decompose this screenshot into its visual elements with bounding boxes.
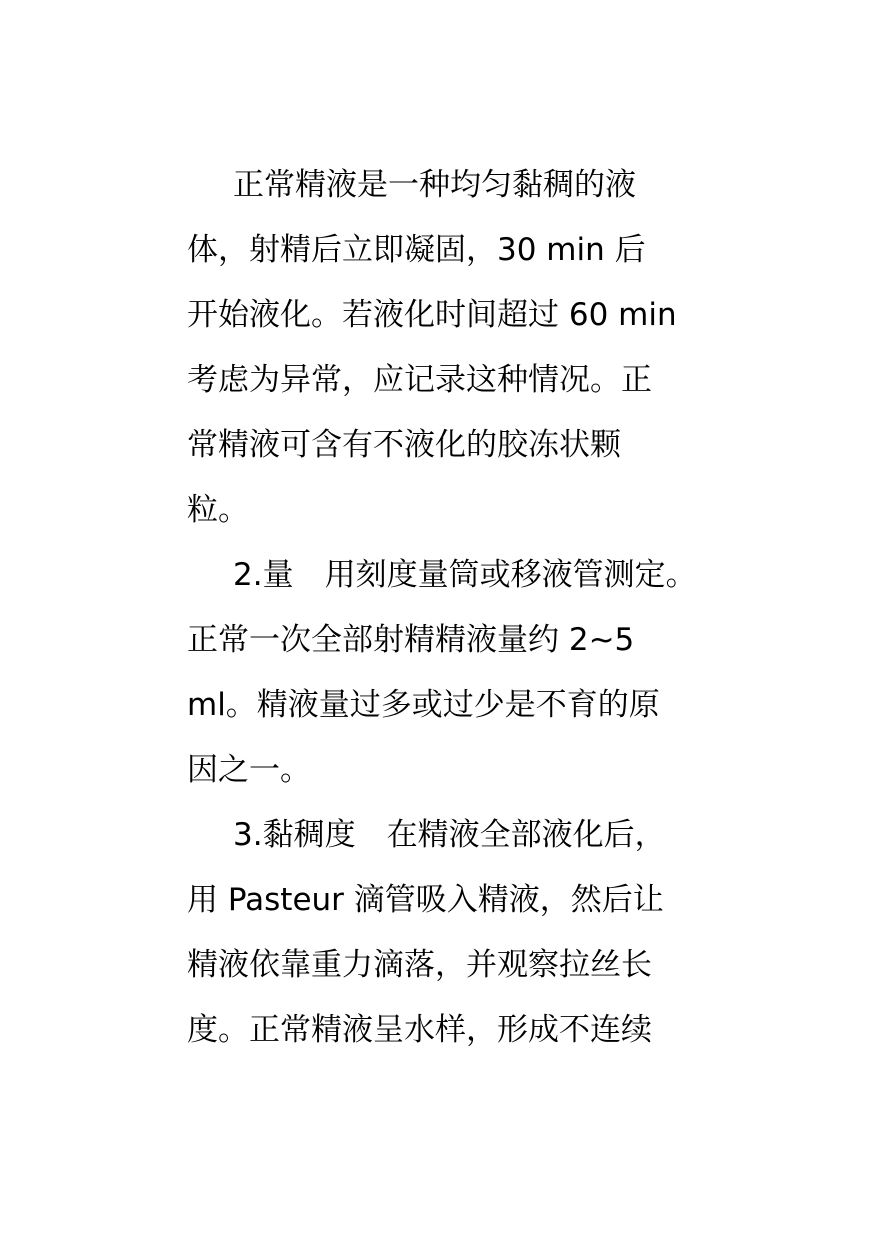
text-line: 正常一次全部射精精液量约 2~5: [187, 622, 635, 658]
text-line: 常精液可含有不液化的胶冻状颗: [187, 427, 621, 463]
text-line: 正常精液是一种均匀黏稠的液: [233, 167, 636, 203]
text-line: 因之一。: [187, 752, 311, 788]
text-line: 度。正常精液呈水样，形成不连续: [187, 1012, 652, 1048]
body-text: [187, 153, 727, 1063]
text-line: 体，射精后立即凝固，30 min 后: [187, 232, 646, 268]
text-line: 用 Pasteur 滴管吸入精液，然后让: [187, 882, 664, 918]
text-line: 考虑为异常，应记录这种情况。正: [187, 362, 652, 398]
text-line: 开始液化。若液化时间超过 60 min: [187, 297, 677, 333]
section-heading-volume: 2.量 用刻度量筒或移液管测定。: [233, 557, 697, 593]
section-heading-viscosity: 3.黏稠度 在精液全部液化后，: [233, 817, 666, 853]
text-line: 精液依靠重力滴落，并观察拉丝长: [187, 947, 652, 983]
text-line: ml。精液量过多或过少是不育的原: [187, 687, 660, 723]
text-line: 粒。: [187, 492, 249, 528]
